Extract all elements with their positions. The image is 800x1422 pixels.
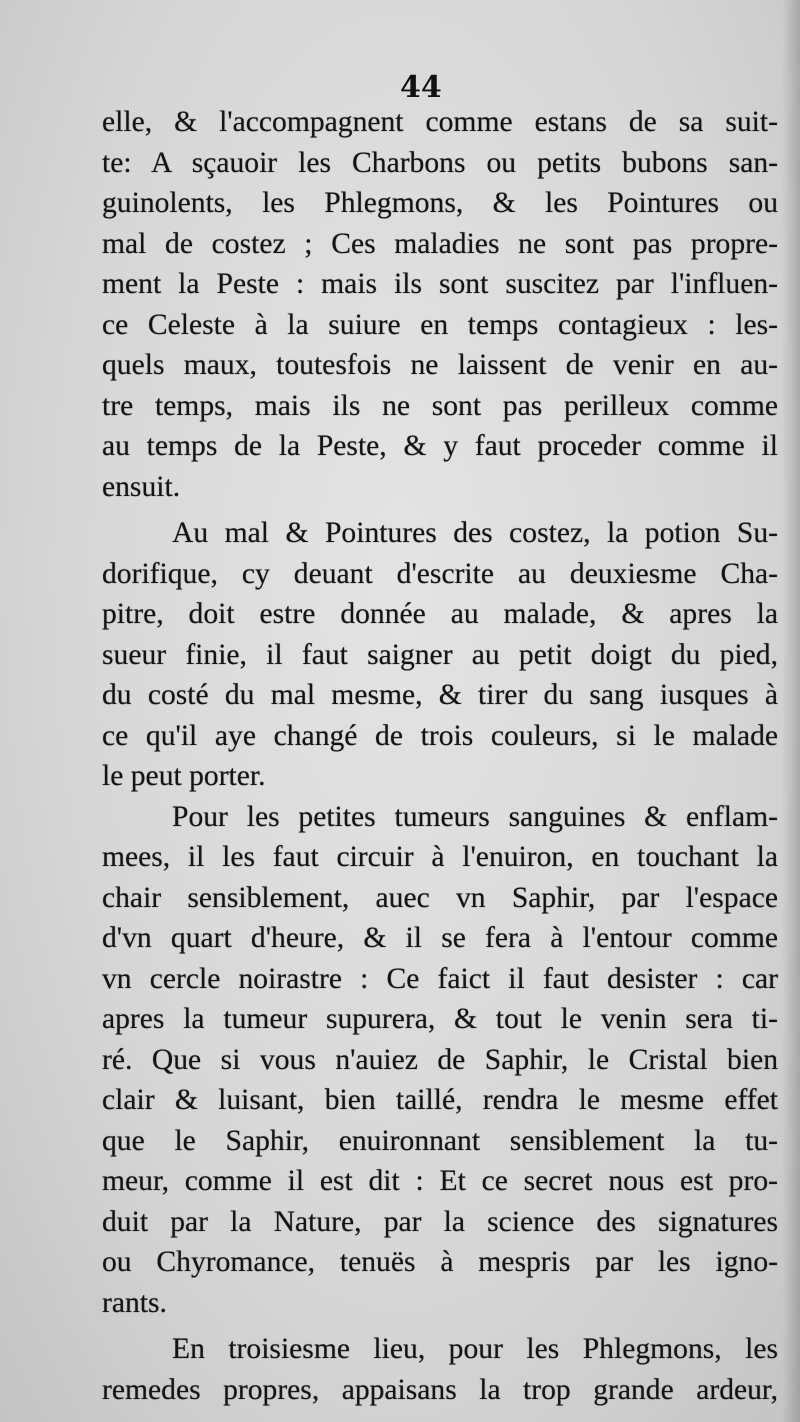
- text-line: ou Chyromance, tenuës à mespris par les igno-: [102, 1246, 778, 1278]
- text-line: duit par la Nature, par la science des signatures: [102, 1205, 778, 1238]
- text-line: ment la Peste : mais ils sont suscitez par l'influen-: [102, 268, 778, 300]
- text-line: Au mal & Pointures des costez, la potion Su-: [172, 517, 778, 549]
- text-line: En troisiesme lieu, pour les Phlegmons, les: [172, 1333, 778, 1365]
- text-line: ensuit.: [102, 470, 181, 503]
- text-line: du costé du mal mesme, & tirer du sang iusques à: [102, 679, 778, 711]
- text-line: te: A sçauoir les Charbons ou petits bubons san-: [102, 146, 778, 179]
- text-line: vn cercle noirastre : Ce faict il faut desister : car: [102, 962, 778, 995]
- text-line: ré. Que si vous n'auiez de Saphir, le Cristal bien: [102, 1043, 778, 1076]
- text-line: remedes propres, appaisans la trop grande ardeur,: [102, 1373, 778, 1406]
- text-line: rants.: [102, 1286, 167, 1319]
- body-text: [102, 102, 778, 1410]
- page-number: 44: [400, 70, 442, 105]
- text-line: pitre, doit estre donnée au malade, & apres la: [102, 598, 778, 630]
- text-line: au temps de la Peste, & y faut proceder comme il: [102, 430, 778, 462]
- text-line: tre temps, mais ils ne sont pas perilleux comme: [102, 389, 778, 422]
- text-line: meur, comme il est dit : Et ce secret nous est pro-: [102, 1165, 778, 1197]
- text-line: mees, il les faut circuir à l'enuiron, en touchant la: [102, 841, 778, 873]
- text-line: que le Saphir, enuironnant sensiblement la tu-: [102, 1124, 778, 1157]
- text-line: ce qu'il aye changé de trois couleurs, si le malade: [102, 719, 778, 752]
- text-line: quels maux, toutesfois ne laissent de venir en au-: [102, 349, 778, 381]
- text-line: dorifique, cy deuant d'escrite au deuxiesme Cha-: [102, 557, 778, 590]
- text-line: le peut porter.: [102, 760, 266, 792]
- text-line: mal de costez ; Ces maladies ne sont pas propre-: [102, 227, 778, 260]
- text-line: ce Celeste à la suiure en temps contagieux : les-: [102, 308, 778, 341]
- text-line: elle, & l'accompagnent comme estans de sa suit-: [102, 106, 778, 138]
- text-line: sueur finie, il faut saigner au petit doigt du pied,: [102, 638, 778, 671]
- text-line: chair sensiblement, auec vn Saphir, par l'espace: [102, 881, 778, 914]
- text-line: apres la tumeur supurera, & tout le venin sera ti-: [102, 1003, 778, 1035]
- text-line: Pour les petites tumeurs sanguines & enflam-: [172, 800, 778, 833]
- text-line: clair & luisant, bien taillé, rendra le mesme effet: [102, 1084, 778, 1116]
- text-line: guinolents, les Phlegmons, & les Pointures ou: [102, 187, 778, 219]
- text-line: d'vn quart d'heure, & il se fera à l'entour comme: [102, 922, 778, 954]
